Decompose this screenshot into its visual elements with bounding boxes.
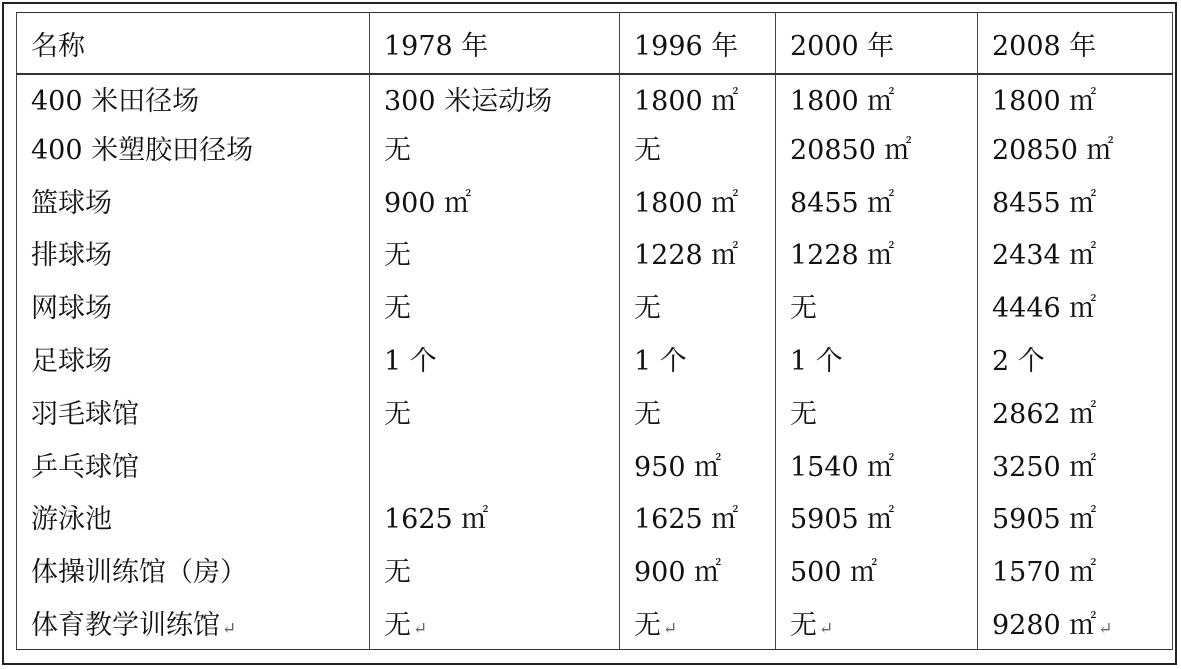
facility-table [16,12,1173,650]
table-cell: 羽毛球馆 [17,385,370,438]
table-row [17,279,1173,332]
header-cell-name: 名称 [17,13,370,75]
header-cell-2008: 2008 年 [978,13,1173,75]
table-row [17,174,1173,227]
table-cell: 500 ㎡ [776,543,978,596]
paragraph-mark-icon: ↵ [663,619,678,640]
table-row [17,596,1173,649]
table-row [17,438,1173,491]
table-cell: 20850 ㎡ [776,121,978,174]
table-cell: 3250 ㎡ [978,438,1173,491]
table-cell: 2862 ㎡ [978,385,1173,438]
table-cell: 5905 ㎡ [978,491,1173,544]
table-cell: 1570 ㎡ [978,543,1173,596]
table-cell: 1 个 [776,332,978,385]
table-cell: 体操训练馆（房） [17,543,370,596]
table-cell [978,596,1173,649]
document-frame [2,2,1177,665]
header-cell-1978: 1978 年 [370,13,620,75]
table-cell: 4446 ㎡ [978,279,1173,332]
table-cell: 无 [776,385,978,438]
table-cell: 无 [620,385,776,438]
table-cell: 1625 ㎡ [620,491,776,544]
table-cell: 8455 ㎡ [978,174,1173,227]
table-cell: 1800 ㎡ [620,74,776,121]
table-cell: 1 个 [620,332,776,385]
table-row [17,227,1173,280]
table-cell: 无 [370,121,620,174]
table-cell: 篮球场 [17,174,370,227]
table-cell: 1228 ㎡ [776,227,978,280]
table-cell: 无 [370,279,620,332]
paragraph-mark-icon: ↵ [1098,619,1113,640]
table-cell: 1540 ㎡ [776,438,978,491]
table-cell [620,596,776,649]
table-cell: 无 [370,227,620,280]
table-cell: 无 [370,385,620,438]
table-cell: 无 [776,279,978,332]
table-cell: 无 [620,121,776,174]
table-cell: 950 ㎡ [620,438,776,491]
cell-text: 9280 ㎡ [992,610,1097,642]
table-cell: 1625 ㎡ [370,491,620,544]
table-cell: 300 米运动场 [370,74,620,121]
cell-text: 无 [384,610,411,642]
table-cell: 无 [370,543,620,596]
table-row [17,74,1173,121]
table-cell: 400 米塑胶田径场 [17,121,370,174]
header-cell-1996: 1996 年 [620,13,776,75]
table-cell: 2434 ㎡ [978,227,1173,280]
cell-text: 无 [634,610,661,642]
table-cell [370,438,620,491]
paragraph-mark-icon: ↵ [819,619,834,640]
cell-text: 体育教学训练馆 [31,610,220,642]
table-cell: 1 个 [370,332,620,385]
table-row [17,121,1173,174]
table-header-row [17,13,1173,75]
table-cell [370,596,620,649]
table-cell: 900 ㎡ [620,543,776,596]
table-row [17,385,1173,438]
table-cell: 网球场 [17,279,370,332]
table-row [17,491,1173,544]
table-cell [17,596,370,649]
table-cell [776,596,978,649]
table-cell: 乒乓球馆 [17,438,370,491]
table-cell: 20850 ㎡ [978,121,1173,174]
paragraph-mark-icon: ↵ [413,619,428,640]
table-cell: 1800 ㎡ [978,74,1173,121]
table-row [17,543,1173,596]
table-cell: 8455 ㎡ [776,174,978,227]
table-cell: 2 个 [978,332,1173,385]
table-cell: 无 [620,279,776,332]
table-cell: 足球场 [17,332,370,385]
table-cell: 900 ㎡ [370,174,620,227]
table-row [17,332,1173,385]
table-cell: 400 米田径场 [17,74,370,121]
table-cell: 1228 ㎡ [620,227,776,280]
table-cell: 1800 ㎡ [776,74,978,121]
table-cell: 1800 ㎡ [620,174,776,227]
header-cell-2000: 2000 年 [776,13,978,75]
table-cell: 游泳池 [17,491,370,544]
cell-text: 无 [790,610,817,642]
table-cell: 5905 ㎡ [776,491,978,544]
paragraph-mark-icon: ↵ [222,619,237,640]
table-cell: 排球场 [17,227,370,280]
